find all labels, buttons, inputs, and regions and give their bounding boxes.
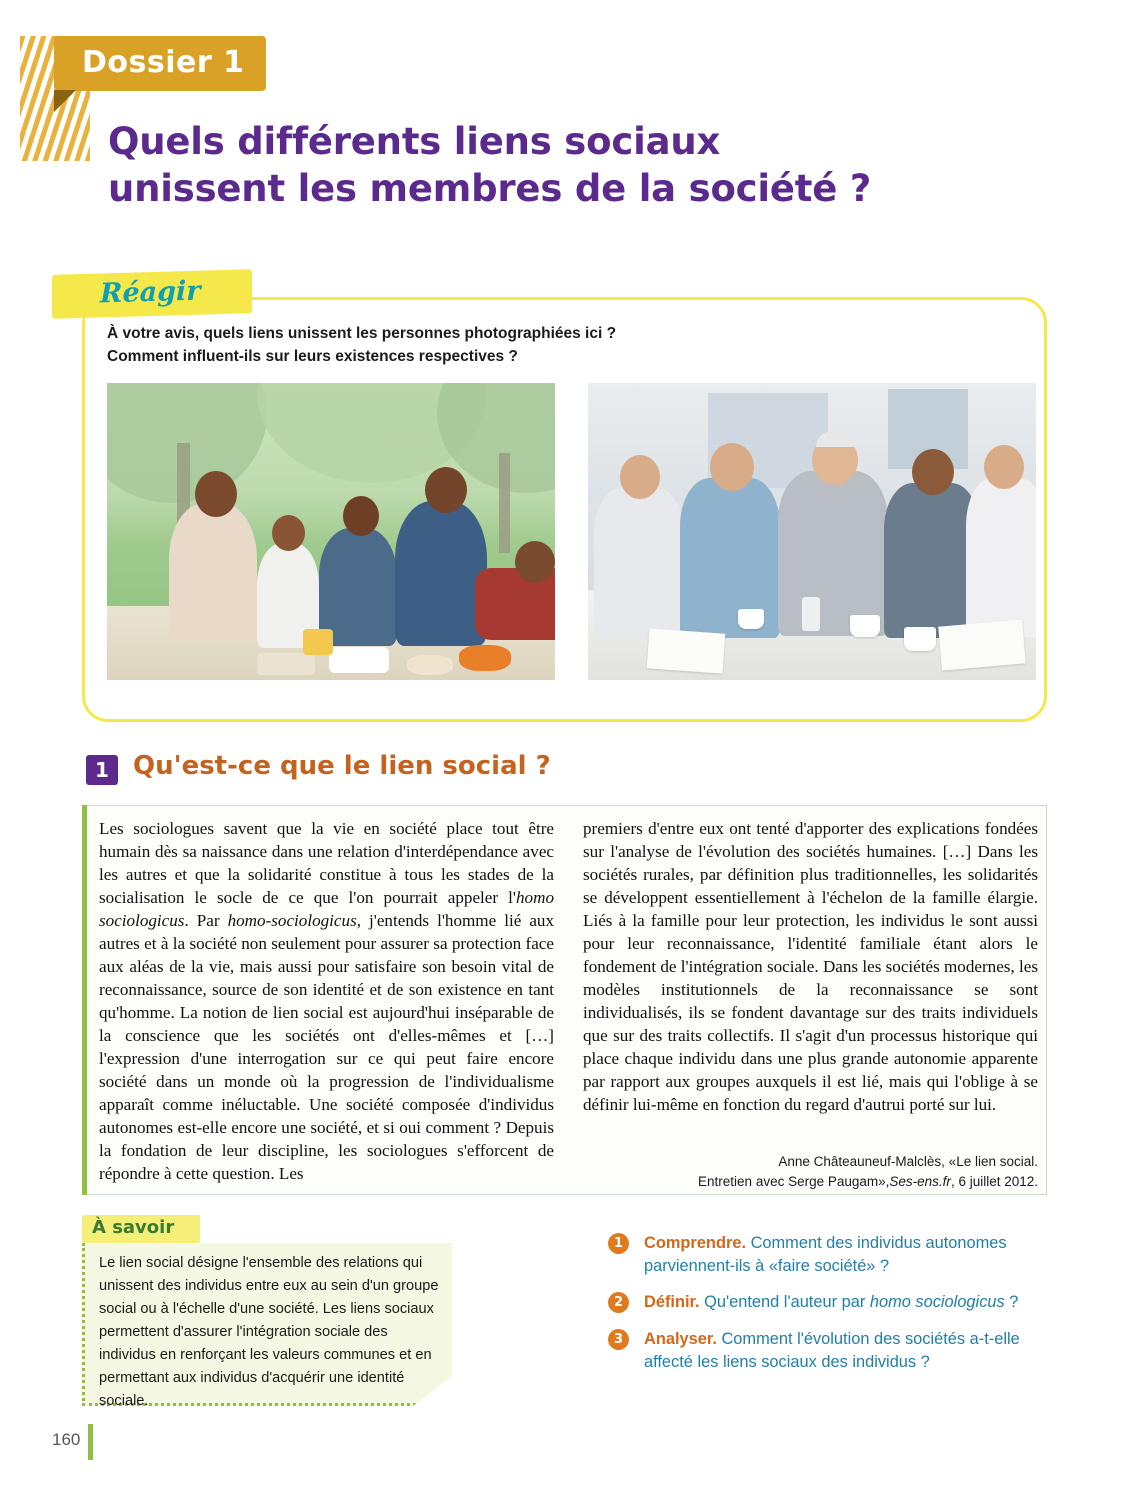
savoir-text: Le lien social désigne l'ensemble des relations qui unissent des individus entre eux au sein d'un groupe social ou à l'échelle d'une société. Les liens sociaux permettent d'assurer l'intégration sociale des individus en renforçant les valeurs communes et en permettant aux individus d'acquérir une identité sociale. [99,1255,439,1410]
document-accent-bar [82,805,87,1195]
question-body-1: Comment des individus autonomes parviennent-ils à «faire société» ? [644,1234,1007,1275]
source-site: Ses-ens.fr [889,1173,951,1189]
page-title: Quels différents liens sociaux unissent les membres de la société ? [108,120,872,211]
source-line-2-a: Entretien avec Serge Paugam», [698,1173,890,1189]
question-bullet-2: 2 [608,1292,629,1313]
question-item-3 [608,1328,1048,1373]
question-verb-3: Analyser. [644,1329,717,1348]
document-source [583,1152,1038,1191]
question-verb-1: Comprendre. [644,1234,747,1252]
page-number: 160 [52,1430,81,1449]
source-line-2-b: , 6 juillet 2012. [950,1173,1038,1189]
question-item-1 [608,1232,1048,1277]
document-column-1: Les sociologues savent que la vie en société place tout être humain dès sa naissance dans une relation d'interdépendance avec les autres et que la solidarité constitue à tous les stades de la socialisation le socle de ce que l'on pourrait appeler l'homo sociologicus. Par homo-sociologicus, j'entends l'homme lié aux autres et à la société non seulement pour assurer sa protection face aux aléas de la vie, mais aussi pour satisfaire son besoin vital de reconnaissance, source de son identité et de son existence en tant qu'homme. La notion de lien social est aujourd'hui inséparable de la conscience que les sociétés ont d'elles-mêmes et […] l'expression d'une interrogation sur ce qui peut faire encore société dans un monde où la progression de l'individualisme apparaît comme inéluctable. Une société composée d'individus autonomes est-elle encore une société, et si oui comment ? Depuis la fondation de leur discipline, les sociologues s'efforcent de répondre à cette question. Les [99,819,554,1183]
reagir-question: À votre avis, quels liens unissent les personnes photographiées ici ? Comment influent-ils sur leurs existences respectives ? [107,325,617,366]
business-meeting-photo [588,383,1036,680]
dossier-tab [54,36,266,91]
questions-list [608,1232,1048,1387]
question-body-2-after: ? [1004,1293,1019,1312]
savoir-fold-corner [413,1376,452,1406]
savoir-label: À savoir [92,1217,175,1238]
question-body-2-italic: homo sociologicus [869,1293,1005,1312]
question-bullet-3: 3 [608,1329,629,1350]
question-bullet-1: 1 [608,1233,629,1254]
source-line-1: Anne Châteauneuf-Malclès, «Le lien social. [778,1154,1038,1169]
reagir-label: Réagir [100,275,201,310]
section-number: 1 [86,755,118,785]
dossier-fold-corner [54,90,76,112]
footer-rule [88,1424,93,1460]
question-body-2-before: Qu'entend l'auteur par [704,1293,870,1312]
question-verb-2: Définir. [644,1293,700,1312]
family-picnic-photo [107,383,555,680]
question-item-2 [608,1291,1048,1314]
question-body-3: Comment l'évolution des sociétés a-t-elle affecté les liens sociaux des individus ? [644,1329,1020,1371]
document-column-2: premiers d'entre eux ont tenté d'apporter des explications fondées sur l'analyse de l'évolution des sociétés humaines. […] Dans les sociétés rurales, par définition plus traditionnelles, les solidarités se développent essentiellement à l'échelon de la famille élargie. Liés à la famille pour leur protection, les individus le sont aussi pour leur reconnaissance, l'identité familiale étant alors le fondement de l'intégration sociale. Dans les sociétés modernes, les modèles institutionnels de la reconnaissance se sont individualisés, ils se fondent davantage sur des traits individuels que sur des traits collectifs. Il s'agit d'un processus historique qui place chaque individu dans une plus grande autonomie apparente par rapport aux groupes auxquels il est lié, mais qui l'oblige à se définir lui-même en fonction du regard d'autrui porté sur lui. [583,819,1038,1114]
section-title: Qu'est-ce que le lien social ? [133,751,551,781]
dossier-label: Dossier 1 [82,45,245,80]
